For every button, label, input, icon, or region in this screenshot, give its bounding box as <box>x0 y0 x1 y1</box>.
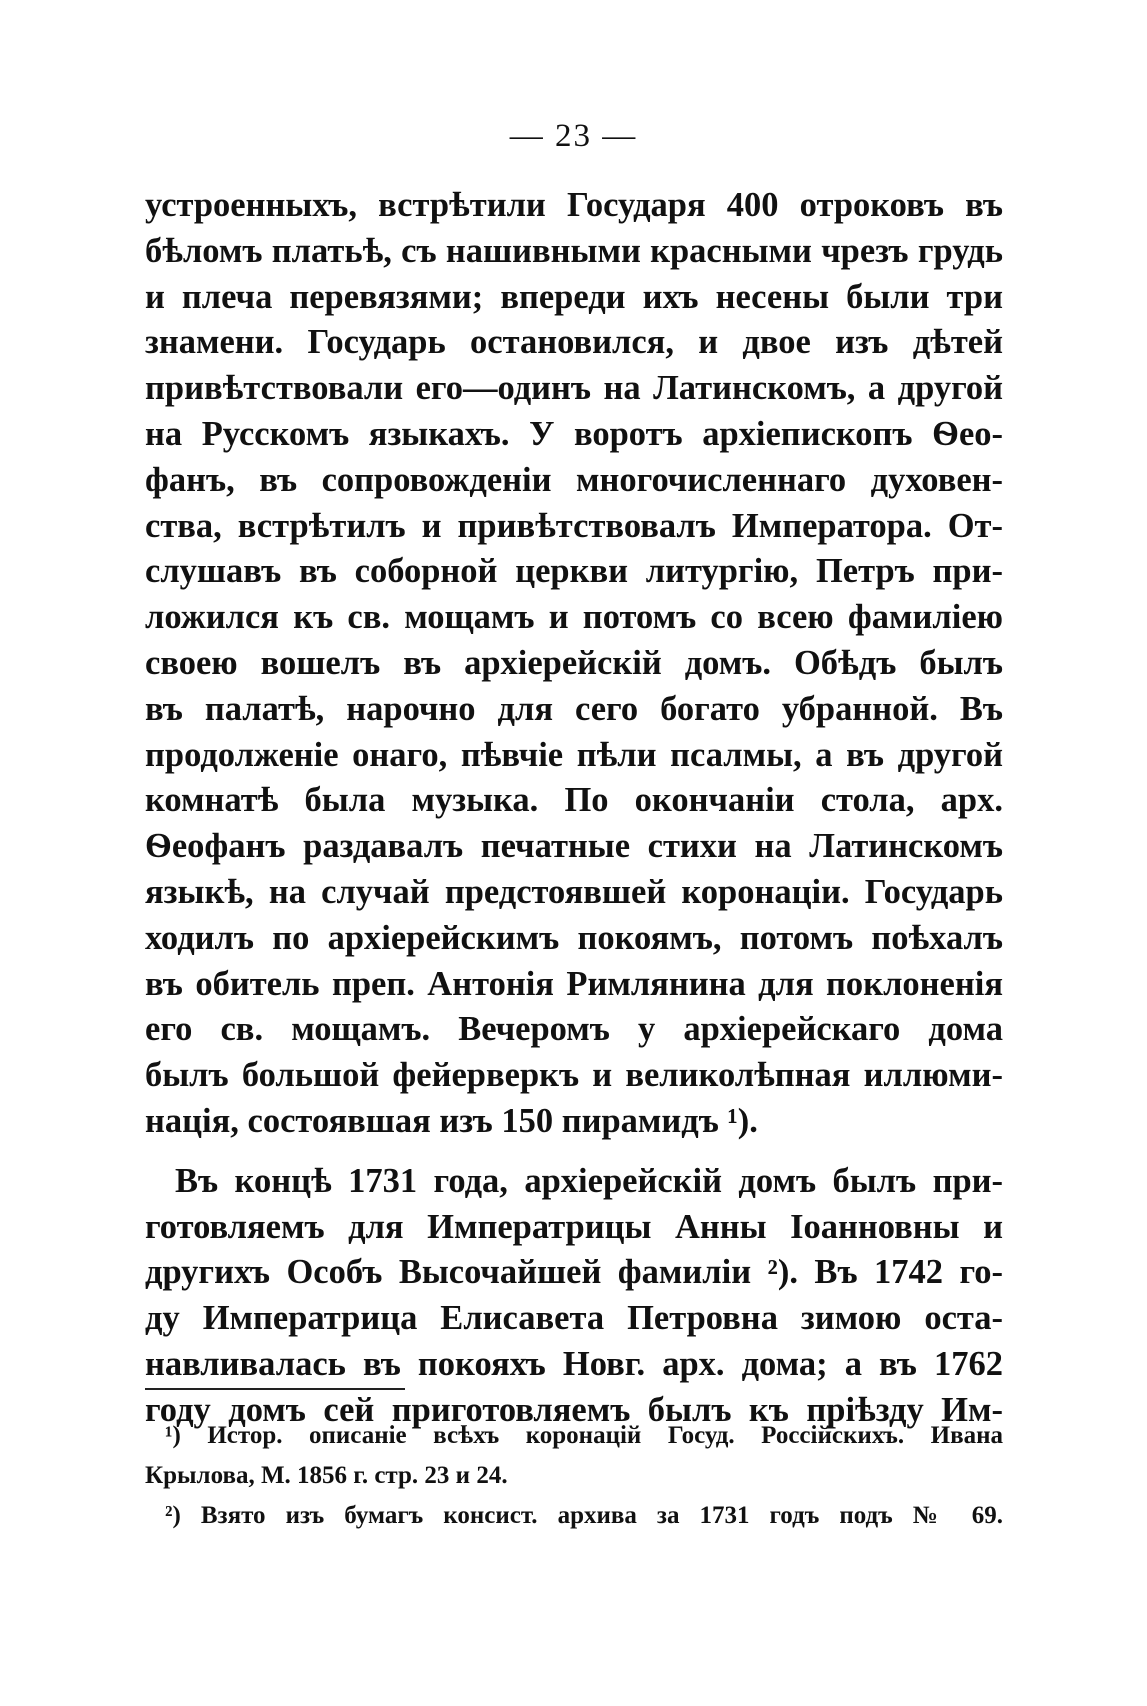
text-line: языкѣ, на случай предстоявшей коронаціи. Государь <box>145 872 1003 911</box>
text-line: готовляемъ для Императрицы Анны Іоанновны и <box>145 1207 1003 1246</box>
text-line: привѣтствовали его—одинъ на Латинскомъ, а другой <box>145 369 1003 408</box>
footnote-divider <box>145 1388 405 1390</box>
text-line: и плеча перевязями; впереди ихъ несены были три <box>145 277 1003 316</box>
text-line: другихъ Особъ Высочайшей фамиліи ²). Въ 1742 го- <box>145 1253 1003 1292</box>
text-line: навливалась въ покояхъ Новг. арх. дома; а въ 1762 <box>145 1344 1003 1383</box>
text-line: знамени. Государь остановился, и двое изъ дѣтей <box>145 323 1003 362</box>
text-line: своею вошелъ въ архіерейскій домъ. Обѣдъ былъ <box>145 643 1003 682</box>
text-line: слушавъ въ соборной церкви литургію, Петръ при- <box>145 552 1003 591</box>
text-line: былъ большой фейерверкъ и великолѣпная иллюми- <box>145 1056 1003 1095</box>
text-line: ходилъ по архіерейскимъ покоямъ, потомъ поѣхалъ <box>145 918 1003 957</box>
text-line: Въ концѣ 1731 года, архіерейскій домъ былъ при- <box>175 1161 1003 1200</box>
footnote-line: ¹) Истор. описаніе всѣхъ коронацій Госуд. Россійскихъ. Ивана <box>165 1422 1003 1449</box>
text-line: въ палатѣ, нарочно для сего богато убранной. Въ <box>145 689 1003 728</box>
text-line: бѣломъ платьѣ, съ нашивными красными чрезъ грудь <box>145 231 1003 270</box>
text-line: продолженіе онаго, пѣвчіе пѣли псалмы, а въ другой <box>145 735 1003 774</box>
text-line: году домъ сей приготовляемъ былъ къ пріѣзду Им- <box>145 1390 1003 1429</box>
text-line: его св. мощамъ. Вечеромъ у архіерейскаго дома <box>145 1010 1003 1049</box>
footnote-line: Крылова, М. 1856 г. стр. 23 и 24. <box>145 1462 508 1489</box>
text-line: въ обитель преп. Антонія Римлянина для поклоненія <box>145 964 1003 1003</box>
footnotes <box>145 1416 1003 1536</box>
text-line: комнатѣ была музыка. По окончаніи стола, арх. <box>145 781 1003 820</box>
text-line: фанъ, въ сопровожденіи многочисленнаго духовен- <box>145 460 1003 499</box>
text-line: ложился къ св. мощамъ и потомъ со всею фамиліею <box>145 598 1003 637</box>
text-line: ства, встрѣтилъ и привѣтствовалъ Императора. От- <box>145 506 1003 545</box>
text-line: на Русскомъ языкахъ. У воротъ архіепископъ Ѳео- <box>145 414 1003 453</box>
paragraph-gap <box>145 1145 1003 1159</box>
text-line: Ѳеофанъ раздавалъ печатные стихи на Латинскомъ <box>145 827 1003 866</box>
text-line: ду Императрица Елисавета Петровна зимою оста- <box>145 1299 1003 1338</box>
footnote-line: ²) Взято изъ бумагъ консист. архива за 1731 годъ подъ № 69. <box>165 1502 1003 1529</box>
main-text <box>145 183 1003 1434</box>
page-number: — 23 — <box>509 118 638 154</box>
text-line: нація, состоявшая изъ 150 пирамидъ ¹). <box>145 1101 758 1140</box>
text-line: устроенныхъ, встрѣтили Государя 400 отроковъ въ <box>145 186 1003 224</box>
